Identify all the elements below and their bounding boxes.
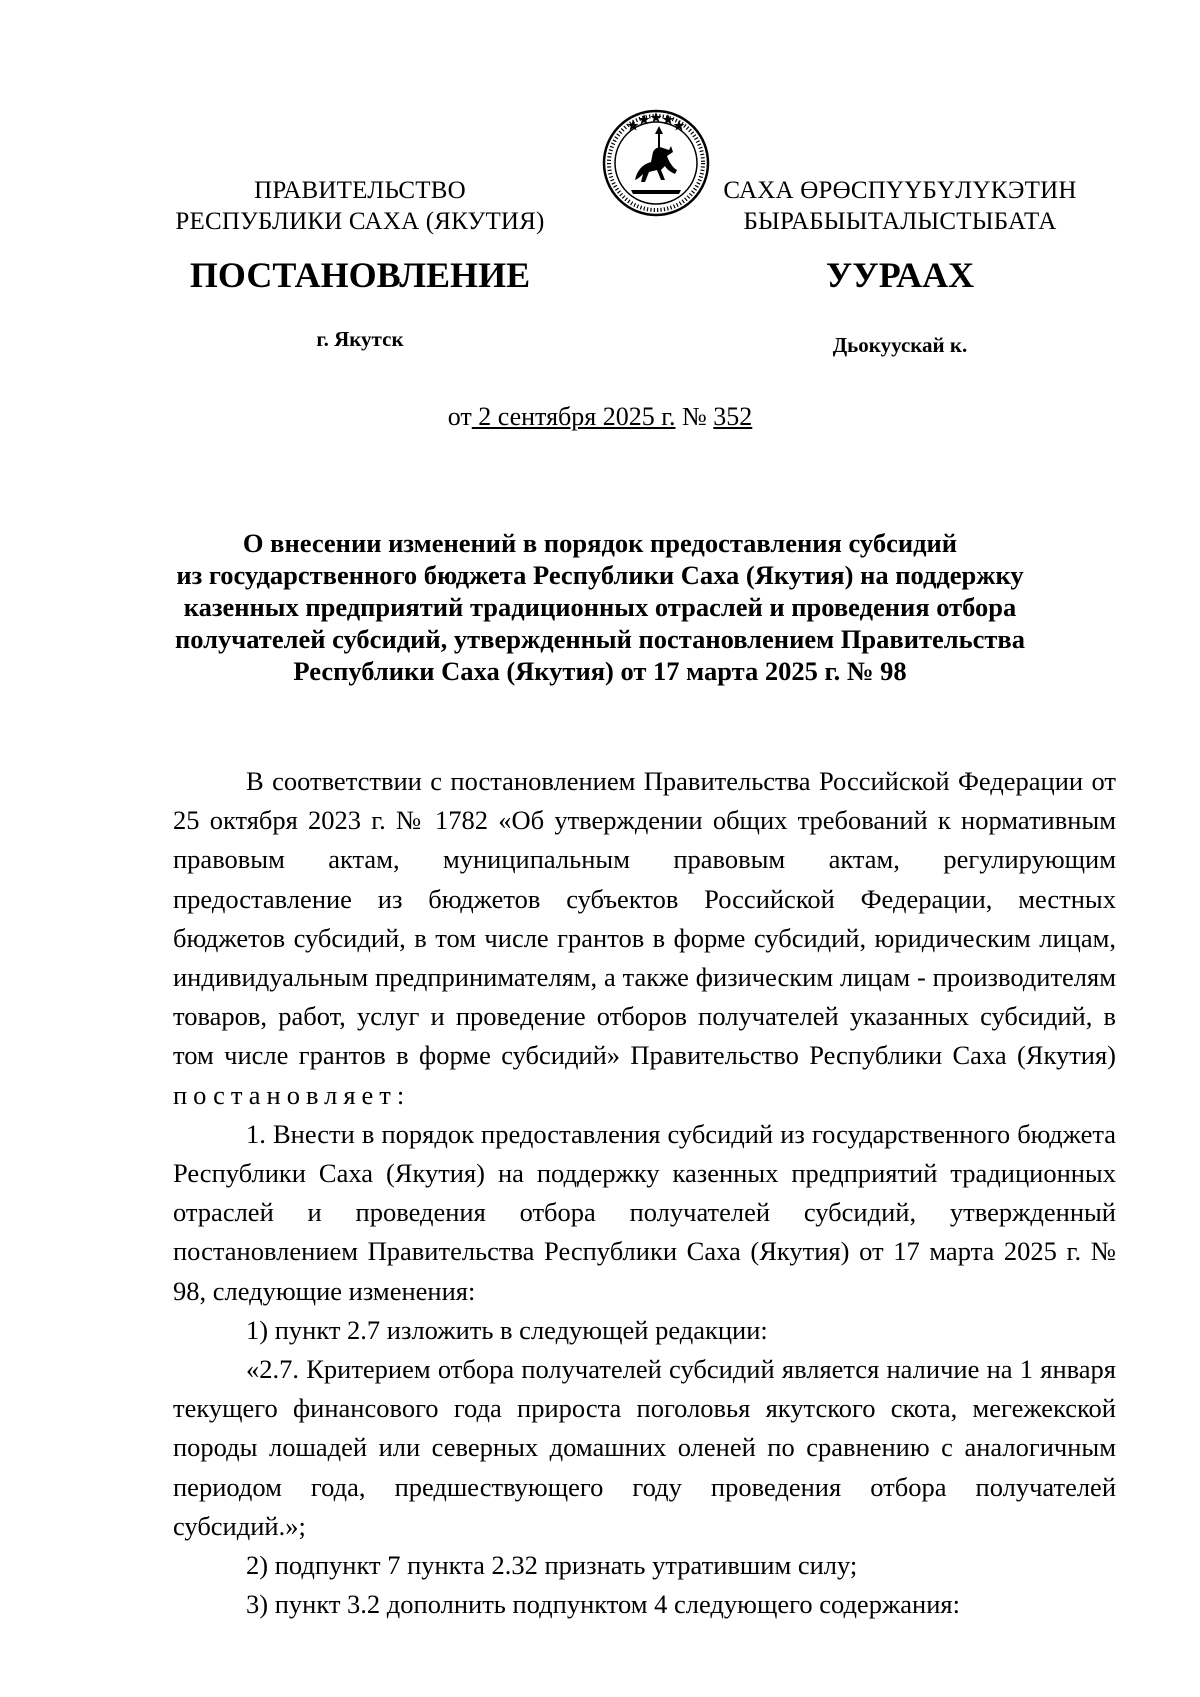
document-title <box>150 527 1050 687</box>
title-line: О внесении изменений в порядок предоставления субсидий <box>242 528 958 558</box>
paragraph-5: 3) пункт 3.2 дополнить подпунктом 4 следующего содержания: <box>246 1589 960 1620</box>
preamble-paragraph <box>173 762 1116 1115</box>
city-right: Дьокуускай к. <box>832 333 968 357</box>
header-left-line1: ПРАВИТЕЛЬСТВО <box>254 177 466 204</box>
preamble-text: В соответствии с постановлением Правительства Российской Федерации от 25 октября 2023 г. № 1782 «Об утверждении общих требований к нормативным правовым актам, муниципальным правовым актам, регулирующим предоставление из бюджетов субъектов Российской Федерации, местных бюджетов субсидий, в том числе грантов в форме субсидий, юридическим лицам, индивидуальным предпринимателям, а также физическим лицам - производителям товаров, работ, услуг и проведение отборов получателей указанных субсидий, в том числе грантов в форме субсидий» Правительство Республики Саха (Якутия) <box>173 766 1116 1071</box>
paragraph-3: «2.7. Критерием отбора получателей субсидий является наличие на 1 января текущего финансового года прироста поголовья якутского скота, мегежекской породы лошадей или северных домашних оленей по сравнению с аналогичным периодом года, предшествующего году проведения отбора получателей субсидий.»; <box>173 1354 1116 1541</box>
document-body <box>173 762 1116 1624</box>
header-left <box>150 175 570 237</box>
paragraph-4: 2) подпункт 7 пункта 2.32 признать утратившим силу; <box>246 1550 858 1581</box>
date-prefix: от <box>447 402 472 431</box>
preamble-verb: постановляет: <box>173 1079 411 1110</box>
number-sign: № <box>675 402 714 431</box>
document-date-line <box>0 402 1200 432</box>
header-right <box>710 175 1090 237</box>
header-right-line1: САХА ӨРӨСПҮҮБҮЛҮКЭТИН <box>723 177 1077 204</box>
sakha-coat-of-arms-icon <box>601 108 711 218</box>
title-line: Республики Саха (Якутия) от 17 марта 2025 г. № 98 <box>293 656 907 686</box>
paragraph-2: 1) пункт 2.7 изложить в следующей редакции: <box>246 1314 768 1345</box>
document-number: 352 <box>713 402 753 431</box>
paragraph-1: 1. Внести в порядок предоставления субсидий из государственного бюджета Республики Саха (Якутия) на поддержку казенных предприятий традиционных отраслей и проведения отбора получателей субсидий, утвержденный постановлением Правительства Республики Саха (Якутия) от 17 марта 2025 г. № 98, следующие изменения: <box>173 1118 1116 1306</box>
title-line: из государственного бюджета Республики Саха (Якутия) на поддержку <box>176 560 1024 590</box>
title-line: казенных предприятий традиционных отраслей и проведения отбора <box>183 592 1017 622</box>
title-line: получателей субсидий, утвержденный постановлением Правительства <box>175 624 1025 654</box>
city-left: г. Якутск <box>316 327 404 351</box>
header-left-line2: РЕСПУБЛИКИ САХА (ЯКУТИЯ) <box>175 208 545 235</box>
doctype-right: УУРААХ <box>825 255 975 295</box>
header-right-line2: БЫРАБЫЫТАЛЫСТЫБАТА <box>743 208 1057 235</box>
doctype-left: ПОСТАНОВЛЕНИЕ <box>189 255 531 295</box>
document-date: 2 сентября 2025 г. <box>471 402 676 431</box>
